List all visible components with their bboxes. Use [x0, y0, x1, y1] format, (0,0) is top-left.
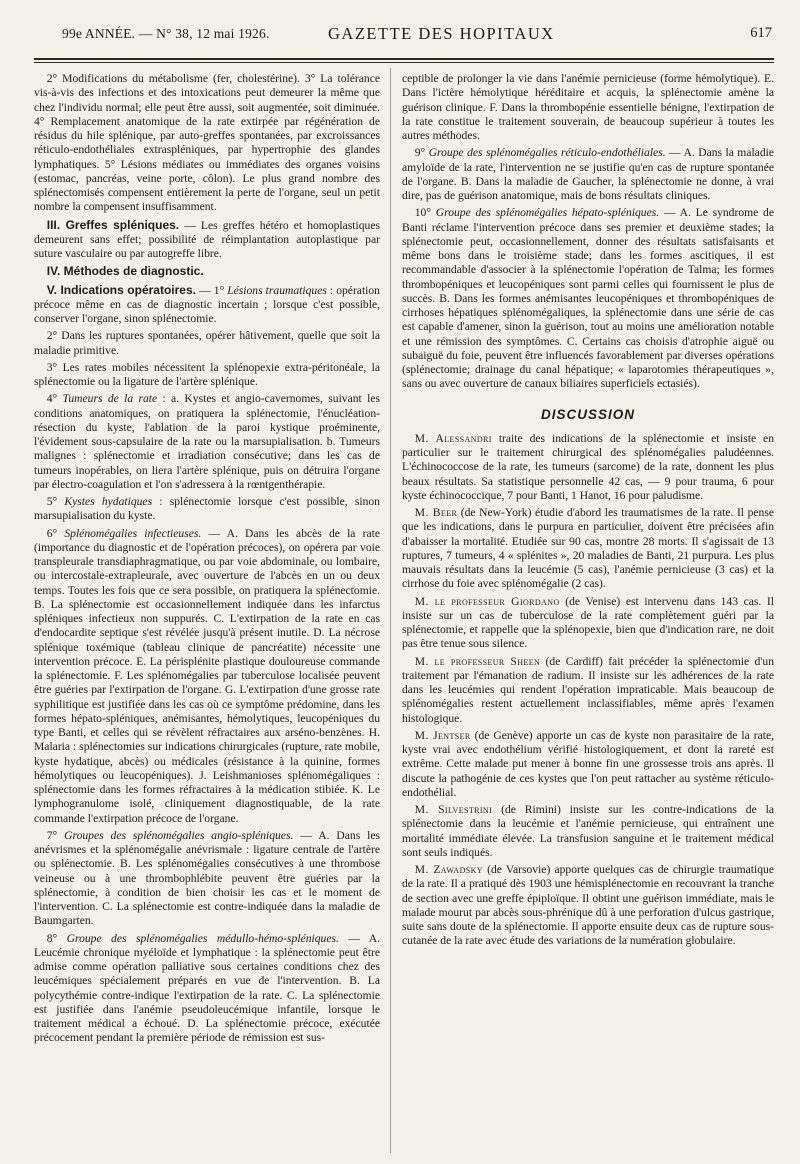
italic-heading: Groupe des splénomégalies hépato-spléniques. — [435, 206, 660, 220]
section-title: V. Indications opératoires. — [46, 282, 196, 297]
paragraph-text: (de Genève) apporte un cas de kyste non parasitaire de la rate, kyste vrai avec endothélium vérifié histologiquement, et dont la rareté est extrême. Cette malade put mener à bonne fin une grossesse trois ans après. Il discute la pathogénie de ces kystes que l'on peut rattacher au système réticulo-endothélial. — [402, 728, 774, 799]
right-column — [402, 72, 774, 952]
paragraph-text: — A. Dans les abcès de la rate (importance du diagnostic et de l'opération précoces), on opérera par voie transpleurale transdiaphragmatique, ou par voie abdominale, ou lombaire, ou intercostale-extrapleurale, avec ouverture de l'abcès en un ou deux temps. Toutes les fois que ce sera possible, on pratiquera la splénectomie. B. La splénectomie est occasionnellement indiquée dans les infarctus spléniques infectieux non suppurés. C. L'extirpation de la rate en cas d'endocardite septique s'est révélée jusqu'à présent inutile. D. La nécrose splénique toxémique (tableau clinique de pancréatite) nécessite une intervention précoce. E. La périsplénite plastique douloureuse commande la splénectomie. F. Les splénomégalies par tuberculose localisée peuvent être guéries par l'extirpation de l'organe. G. L'extirpation d'une grosse rate syphilitique est justifiée dans les cas où ce symptôme prédomine, dans les formes hépato-spléniques, anémisantes, hémolytiques, leucopéniques du type Banti, et celles qui se révèlent réfractaires aux arséno-benzènes. H. Malaria : splénectomies sur indications chirurgicales (rupture, rate mobile, kyste hydatique, abcès) ou médicales (résistance à la quinine, formes hémolytiques ou leucopéniques). J. Leishmanioses splénomégaliques : splénectomie dans les formes réfractaires à la médication stibiée. K. Le lymphogranulome isolé, cliniquement diagnostiquable, de la rate commande l'extirpation précoce de l'organe. — [34, 526, 380, 825]
paragraph: 3° Les rates mobiles nécessitent la splénopexie extra-péritonéale, la splénectomie ou la ligature de l'artère splénique. — [34, 360, 380, 388]
paragraph — [402, 206, 774, 391]
paragraph: 2° Modifications du métabolisme (fer, cholestérine). 3° La tolérance vis-à-vis des infections et des intoxications peut demeurer la même que chez l'individu normal; elle peut être aussi, soit augmentée, soit diminuée. 4° Remplacement anatomique de la rate extirpée par régénération de résidus du hile splénique, par auto-greffes spontanées, par excroissances réticulo-endothéliales extraspléniques, par hypertrophie des glandes lymphatiques. 5° Lésions médiates ou immédiates des organes voisins (estomac, pancréas, veine porte, côlon). Le plus grand nombre des splénectomisés compensent entièrement la perte de l'organe, seul un petit nombre la compensent insuffisamment. — [34, 72, 380, 214]
speaker-name: M. le professeur Giordano — [414, 594, 560, 608]
discussion-paragraph — [402, 595, 774, 652]
item-number: 7° — [46, 828, 65, 842]
speaker-name: M. le professeur Sheen — [414, 654, 541, 668]
italic-heading: Kystes hydatiques — [64, 495, 153, 508]
paragraph-text: — A. Dans les anévrismes et la splénomégalie anévrismale : ligature centrale de l'artère ou splénectomie. B. Les splénomégalies consécutives à une thrombose veineuse ou à une thrombophlébite peuvent être guéries par la splénectomie, à condition de bien choisir les cas et le moment de l'intervention. C. La splénectomie est contre-indiquée dans la maladie de Baumgarten. — [34, 828, 380, 928]
italic-heading: Groupe des splénomégalies réticulo-endothéliales. — [428, 146, 666, 160]
discussion-paragraph — [402, 655, 774, 726]
discussion-heading: DISCUSSION — [540, 406, 635, 422]
issue-info: 99e ANNÉE. — N° 38, 12 mai 1926. — [62, 26, 270, 41]
speaker-name: M. Jentser — [414, 728, 471, 742]
section-title: IV. Méthodes de diagnostic. — [46, 264, 204, 279]
section-title: III. Greffes spléniques. — [46, 217, 180, 232]
paragraph — [34, 932, 380, 1046]
paragraph — [34, 527, 380, 826]
section-diagnostic — [34, 264, 380, 279]
speaker-name: M. Beer — [414, 506, 458, 519]
paragraph — [34, 829, 380, 929]
paragraph-text: traite des indications de la splénectomie et insiste en particulier sur le traitement chirurgical des splénomégalies paludéennes. L'échinococcose de la rate, les tumeurs (sarcome) de la rate, donnent les plus beaux résultats. Sa statistique personnelle 42 cas, — 9 pour trauma, 6 pour kyste échinococcique, 7 pour Banti, 1 Hanot, 16 pour paludisme. — [402, 431, 774, 502]
header-rule — [34, 58, 774, 60]
italic-heading: Groupe des splénomégalies médullo-hémo-spléniques. — [66, 931, 339, 945]
paragraph-text: — A. Dans la maladie amyloïde de la rate, l'intervention ne se justifie qu'en cas de rupture spontanée de l'organe. B. Dans la maladie de Gaucher, la splénectomie ne donne, à vrai dire, pas de guérison anatomique, mais de bons résultats cliniques. — [402, 146, 774, 202]
journal-title: GAZETTE DES HOPITAUX — [328, 24, 555, 43]
discussion-paragraph — [402, 729, 774, 800]
left-column — [34, 72, 380, 1049]
paragraph — [34, 495, 380, 524]
speaker-name: M. Alessandri — [414, 431, 492, 445]
paragraph-text: (de Venise) est intervenu dans 143 cas. Il insiste sur un cas de tuberculose de la rate complètement guéri par la splénectomie, et rappelle que la splénopexie, bien que d'indication rare, ne doit pas être tenue sous silence. — [402, 594, 775, 651]
item-number: 6° — [46, 526, 65, 540]
item-number: 10° — [414, 206, 436, 220]
discussion-paragraph — [402, 506, 774, 592]
section-text: : opération précoce même en cas de diagnostic incertain ; lorsque c'est possible, conserver l'organe, sinon splénectomie. — [34, 283, 380, 325]
column-divider — [390, 68, 391, 1153]
speaker-name: M. Silvestrini — [414, 803, 493, 816]
item-number: 9° — [414, 146, 429, 160]
paragraph-text: — A. Leucémie chronique myéloïde et lymphatique : la splénectomie peut être admise comme opération palliative sous certaines conditions chez des leucémiques spécialement préparés en vue de l'intervention. B. La polycythémie contre-indique l'extirpation de la rate. C. La splénectomie est justifiée dans l'anémie pseudoleucémique infantile, lorsque le traitement médical a échoué. D. La splénectomie précoce, exécutée précocement pendant la première période de rémission est sus- — [34, 931, 380, 1045]
italic-heading: Splénomégalies infectieuses. — [64, 526, 202, 540]
paragraph-text: (de New-York) étudie d'abord les traumatismes de la rate. Il pense que les indications, dans le purpura en particulier, doivent être précisées afin d'abaisser la mortalité. Etudiée sur 90 cas, montre 28 morts. Il s'agissait de 13 ruptures, 7 tumeurs, 4 « splénites », 20 maladies de Banti, 21 purpura. Les plus mauvais résultats dans la leucémie (5 cas), l'anémie pernicieuse (3 cas) et la cirrhose du foie avec splénomégalie (2 cas). — [402, 506, 774, 591]
paragraph-text: : splénectomie lorsque c'est possible, sinon marsupialisation du kyste. — [34, 495, 380, 523]
discussion-paragraph — [402, 803, 774, 860]
section-indications — [34, 283, 380, 327]
item-number: 5° — [46, 495, 65, 508]
paragraph — [402, 146, 774, 203]
paragraph-text: (de Varsovie) apporte quelques cas de chirurgie traumatique de la rate. Il a pratiqué dès 1903 une hémisplénectomie en recouvrant la tranche de section avec une greffe épiploïque. Il obtint une guérison immédiate, mais le malade mourut par abcès sous-phrénique dû à une perforation d'ulcus gastrique, suite sans doute de la splénectomie. Il apporte ensuite deux cas de rupture sous-cutanée de la rate avec étude des variations de la numération globulaire. — [402, 863, 774, 948]
section-text: — Les greffes hétéro et homoplastiques demeurent sans effet; possibilité de réimplantation autoplastique par suture vasculaire ou par autogreffe libre. — [34, 218, 380, 260]
paragraph-text: (de Rimini) insiste sur les contre-indications de la splénectomie dans la leucémie et l'anémie pernicieuse, qui entraînent une mortalité immédiate élevée. La transfusion sanguine et le traitement médical sont seuls indiqués. — [402, 803, 774, 859]
section-greffes — [34, 218, 380, 262]
section-lead: — 1° — [196, 283, 228, 297]
italic-heading: Tumeurs de la rate — [62, 392, 158, 406]
discussion-paragraph — [402, 863, 774, 949]
italic-heading: Lésions traumatiques — [227, 283, 327, 297]
page-number: 617 — [750, 25, 772, 41]
paragraph-text: : a. Kystes et angio-cavernomes, suivant les conditions anatomiques, on pratiquera la splénectomie, l'énucléation-résection du kyste, l'ablation de la paroi kystique proéminente, l'évidement sous-capsulaire de la rate ou la marsupialisation. b. Tumeurs malignes : splénectomie et irradiation consécutive; dans les cas de tumeurs inopérables, on liera l'artère splénique, puis on détruira l'organe par électro-coagulation et l'on s'adressera à la rœntgenthérapie. — [34, 392, 380, 491]
speaker-name: M. Zawadsky — [414, 863, 483, 876]
paragraph: ceptible de prolonger la vie dans l'anémie pernicieuse (forme hémolytique). E. Dans l'ictère hémolytique héréditaire et acquis, la splénectomie amène la guérison clinique. F. Dans la thrombopénie essentielle bénigne, l'extirpation de la rate constitue le traitement souverain, de beaucoup supérieur à toutes les autres méthodes. — [402, 72, 774, 142]
italic-heading: Groupes des splénomégalies angio-spléniques. — [64, 828, 294, 842]
header-rule-thin — [34, 62, 774, 63]
item-number: 4° — [46, 392, 63, 406]
paragraph-text: (de Cardiff) fait précéder la splénectomie d'un traitement par l'émanation de radium. Il insiste sur les adhérences de la rate dans les leucémies qui rendent l'opération impraticable. Mais beaucoup de splénomégalies restent actuellement inclassifiables, même après l'examen histologique. — [402, 654, 774, 725]
discussion-paragraph — [402, 432, 774, 503]
paragraph-text: — A. Le syndrome de Banti réclame l'intervention précoce dans ses premier et deuxième stades; la splénectomie peut, occasionnellement, donner des résultats satisfaisants et même bons dans le troisième stade; dans les formes ascitiques, il est recommandable d'associer à la splénectomie l'opération de Talma; les formes thrombopéniques et leucopéniques sont parmi celles qui fournissent le plus de succès. B. Dans les formes anémisantes leucopéniques et thrombopéniques de cirrhoses hépatiques splénomégaliques, la splénectomie dans une série de cas est capable d'amener, sinon la guérison, tout au moins une amélioration notable et une rémission des symptômes. C. Certains cas choisis d'atrophie aiguë ou subaiguë du foie, peuvent être influencés favorablement par diverses opérations (splénectomie; drainage du canal hépatique; « laparotomies thérapeutiques », sans ou avec ouverture de canaux biliaires superficiels ectasiés). — [402, 206, 774, 391]
item-number: 8° — [46, 931, 67, 945]
paragraph — [34, 392, 380, 492]
page-header — [28, 26, 780, 54]
paragraph: 2° Dans les ruptures spontanées, opérer hâtivement, quelle que soit la maladie primitive. — [34, 329, 380, 357]
